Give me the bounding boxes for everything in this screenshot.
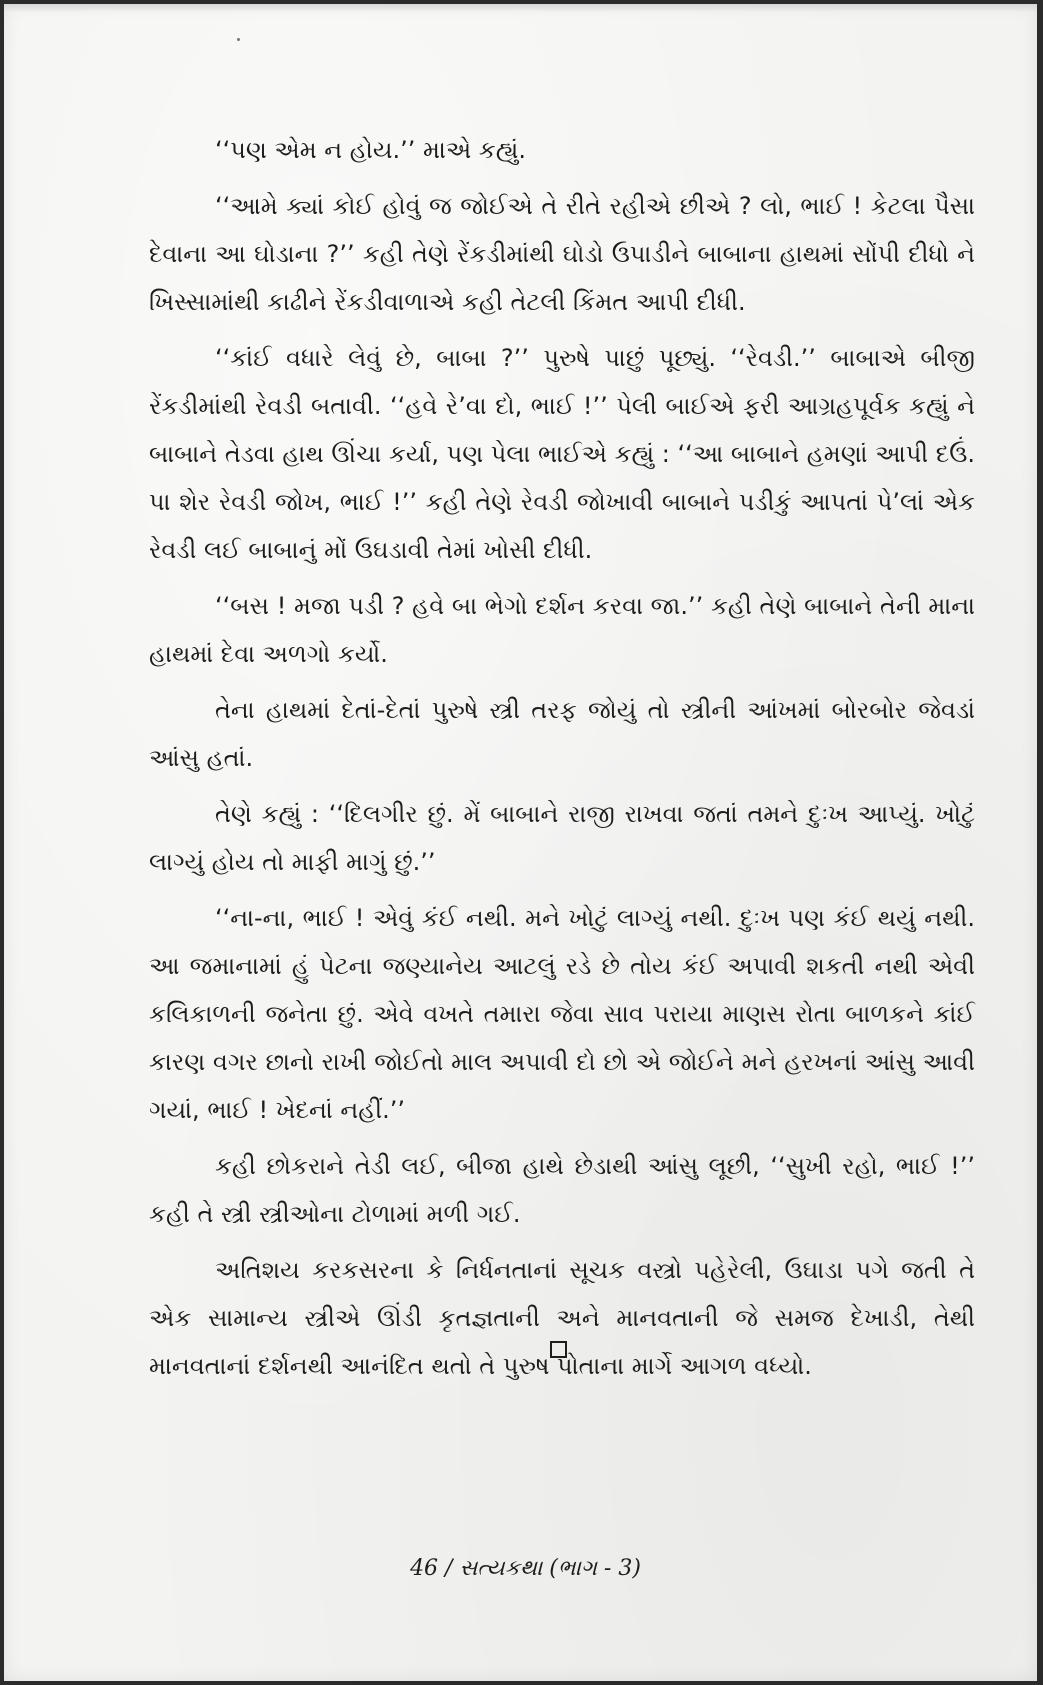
paragraph: કહી છોકરાને તેડી લઈ, બીજા હાથે છેડાથી આંસુ લૂછી, ‘‘સુખી રહો, ભાઈ !’’ કહી તે સ્ત્રી સ્ત્રીઓના ટોળામાં મળી ગઈ.: [149, 1152, 975, 1228]
page-footer: 46 / સત્યકથા (ભાગ - 3): [410, 1556, 641, 1581]
body-text: [149, 126, 975, 1398]
paragraph: તેના હાથમાં દેતાં-દેતાં પુરુષે સ્ત્રી તરફ જોયું તો સ્ત્રીની આંખમાં બોરબોર જેવડાં આંસુ હતાં.: [149, 696, 975, 772]
page-edge-shadow: [4, 4, 1037, 12]
paragraph: તેણે કહ્યું : ‘‘દિલગીર છું. મેં બાબાને રાજી રાખવા જતાં તમને દુઃખ આપ્યું. ખોટું લાગ્યું હોય તો માફી માગું છું.’’: [149, 800, 975, 876]
paragraph: ‘‘પણ એમ ન હોય.’’ માએ કહ્યું.: [215, 136, 526, 164]
paragraph: ‘‘ના-ના, ભાઈ ! એવું કંઈ નથી. મને ખોટું લાગ્યું નથી. દુઃખ પણ કંઈ થયું નથી. આ જમાનામાં હું પેટના જણ્યાનેય આટલું રડે છે તોય કંઈ અપાવી શકતી નથી એવી કલિકાળની જનેતા છું. એવે વખતે તમારા જેવા સાવ પરાયા માણસ રોતા બાળકને કાંઈ કારણ વગર છાનો રાખી જોઈતો માલ અપાવી દો છો એ જોઈને મને હરખનાં આંસુ આવી ગયાં, ભાઈ ! ખેદનાં નહીં.’’: [149, 904, 975, 1124]
paragraph: અતિશય કરકસરના કે નિર્ધનતાનાં સૂચક વસ્ત્રો પહેરેલી, ઉઘાડા પગે જતી તે એક સામાન્ય સ્ત્રીએ ઊંડી કૃતજ્ઞતાની અને માનવતાની જે સમજ દેખાડી, તેથી માનવતાનાં દર્શનથી આનંદિત થતો તે પુરુષ પોતાના માર્ગે આગળ વધ્યો.: [149, 1256, 975, 1380]
book-page: [4, 4, 1037, 1681]
hollow-square-icon: [550, 1341, 567, 1358]
paragraph: ‘‘કાંઈ વધારે લેવું છે, બાબા ?’’ પુરુષે પાછું પૂછ્યું. ‘‘રેવડી.’’ બાબાએ બીજી રેંકડીમાંથી રેવડી બતાવી. ‘‘હવે રે’વા દો, ભાઈ !’’ પેલી બાઈએ ફરી આગ્રહપૂર્વક કહ્યું ને બાબાને તેડવા હાથ ઊંચા કર્યા, પણ પેલા ભાઈએ કહ્યું : ‘‘આ બાબાને હમણાં આપી દઉં. પા શેર રેવડી જોખ, ભાઈ !’’ કહી તેણે રેવડી જોખાવી બાબાને પડીકું આપતાં પે’લાં એક રેવડી લઈ બાબાનું મોં ઉઘડાવી તેમાં ખોસી દીધી.: [149, 344, 975, 564]
paragraph: ‘‘બસ ! મજા પડી ? હવે બા ભેગો દર્શન કરવા જા.’’ કહી તેણે બાબાને તેની માના હાથમાં દેવા અળગો કર્યો.: [149, 592, 975, 668]
paragraph: ‘‘આમે ક્યાં કોઈ હોવું જ જોઈએ તે રીતે રહીએ છીએ ? લો, ભાઈ ! કેટલા પૈસા દેવાના આ ઘોડાના ?’’ કહી તેણે રેંકડીમાંથી ઘોડો ઉપાડીને બાબાના હાથમાં સોંપી દીધો ને ખિસ્સામાંથી કાઢીને રેંકડીવાળાએ કહી તેટલી કિંમત આપી દીધી.: [149, 192, 975, 316]
paper-speck: [237, 38, 240, 41]
